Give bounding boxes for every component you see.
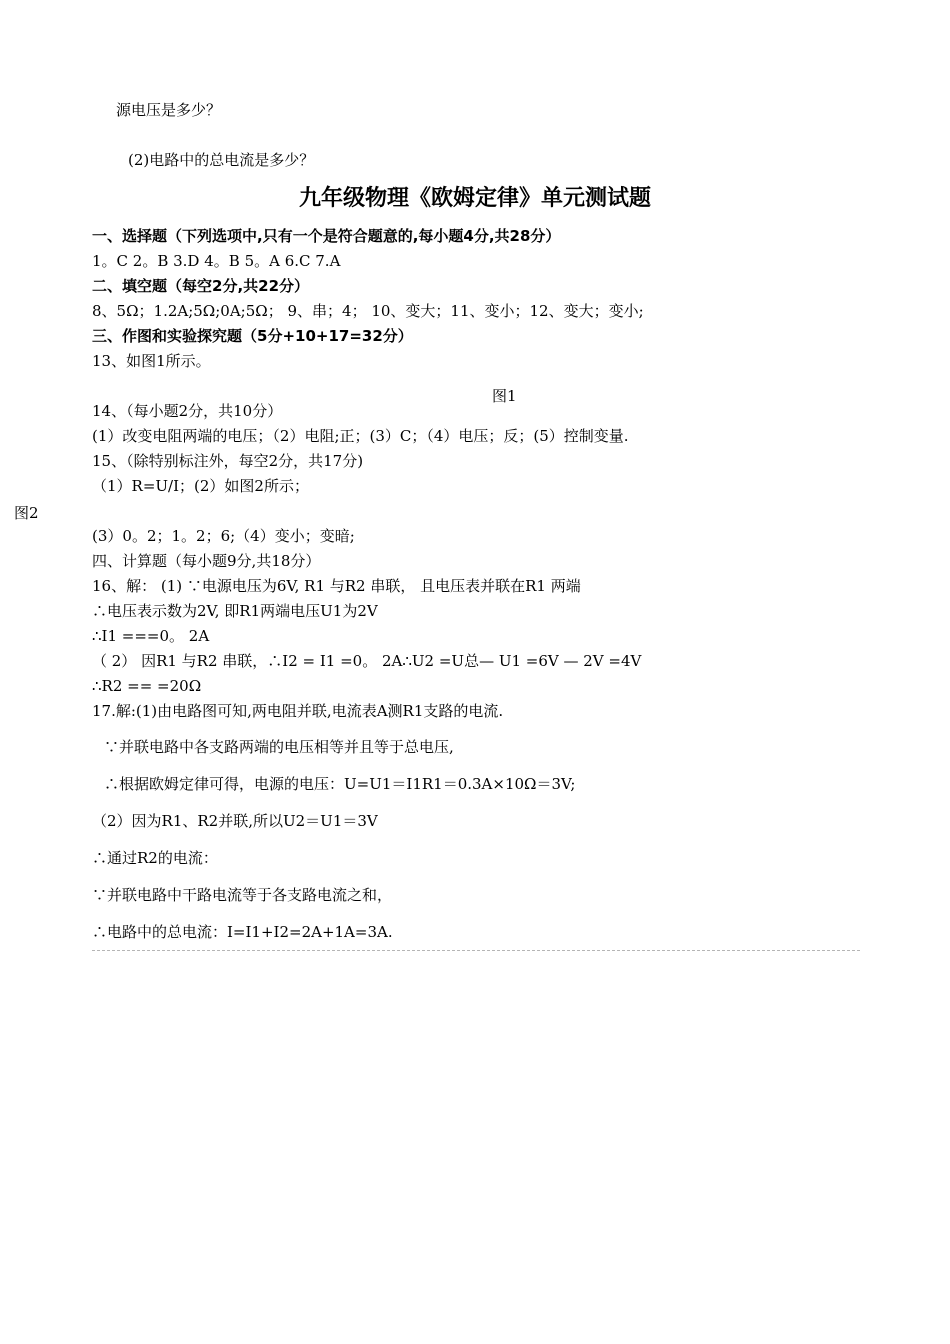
section-2-heading: 二、填空题（每空2分,共22分） xyxy=(92,277,310,295)
section-2-answers: 8、5Ω；1.2A;5Ω;0A;5Ω； 9、串；4； 10、变大；11、变小；12、变大；变小; xyxy=(92,302,644,320)
answer-15-part-3: (3）0。2；1。2；6;（4）变小；变暗; xyxy=(92,527,355,545)
answer-17-line-3: ∴根据欧姆定律可得，电源的电压：U=U1＝I1R1＝0.3A×10Ω＝3V; xyxy=(104,775,576,793)
answer-15-part-1: （1）R=U/I；(2）如图2所示； xyxy=(92,477,309,495)
answer-17-line-2: ∵并联电路中各支路两端的电压相等并且等于总电压, xyxy=(104,738,454,756)
section-3-heading: 三、作图和实验探究题（5分+10+17=32分） xyxy=(92,327,413,345)
section-4-heading: 四、计算题（每小题9分,共18分） xyxy=(92,552,321,570)
answer-17-line-5: ∴通过R2的电流： xyxy=(92,849,218,867)
answer-16-line-3: ∴I1 ===0。 2A xyxy=(92,627,210,645)
page-title: 九年级物理《欧姆定律》单元测试题 xyxy=(298,186,651,211)
answer-16-line-1: 16、解： (1) ∵电源电压为6V, R1 与R2 串联， 且电压表并联在R1 两端 xyxy=(92,577,581,595)
answer-16-line-4: （ 2） 因R1 与R2 串联，∴I2 = I1 =0。 2A∴U2 =U总— U1 =6V — 2V =4V xyxy=(92,652,642,670)
question-part-2: (2)电路中的总电流是多少？ xyxy=(128,151,315,169)
question-continuation: 源电压是多少？ xyxy=(116,101,222,119)
answer-16-line-2: ∴电压表示数为2V, 即R1两端电压U1为2V xyxy=(92,602,378,620)
answer-15-heading: 15、（除特别标注外，每空2分，共17分) xyxy=(92,452,364,470)
section-1-heading: 一、选择题（下列选项中,只有一个是符合题意的,每小题4分,共28分） xyxy=(92,227,561,245)
answer-17-line-7: ∴电路中的总电流：I=I1+I2=2A+1A=3A. xyxy=(92,923,393,941)
section-1-answers: 1。C 2。B 3.D 4。B 5。A 6.C 7.A xyxy=(92,252,341,270)
figure-2-caption: 图2 xyxy=(14,504,39,522)
answer-16-line-5: ∴R2 == =20Ω xyxy=(92,677,202,695)
answer-17-line-6: ∵并联电路中干路电流等于各支路电流之和， xyxy=(92,886,393,904)
answer-14-body: (1）改变电阻两端的电压；（2）电阻;正；(3）C；（4）电压；反；(5）控制变量. xyxy=(92,427,629,445)
answer-17-line-1: 17.解:(1)由电路图可知,两电阻并联,电流表A测R1支路的电流. xyxy=(92,702,504,720)
answer-17-line-4: （2）因为R1、R2并联,所以U2＝U1＝3V xyxy=(92,812,378,830)
figure-1-caption: 图1 xyxy=(492,387,517,405)
page-divider xyxy=(92,950,860,951)
answer-13: 13、如图1所示。 xyxy=(92,352,211,370)
answer-14-heading: 14、（每小题2分，共10分） xyxy=(92,402,283,420)
